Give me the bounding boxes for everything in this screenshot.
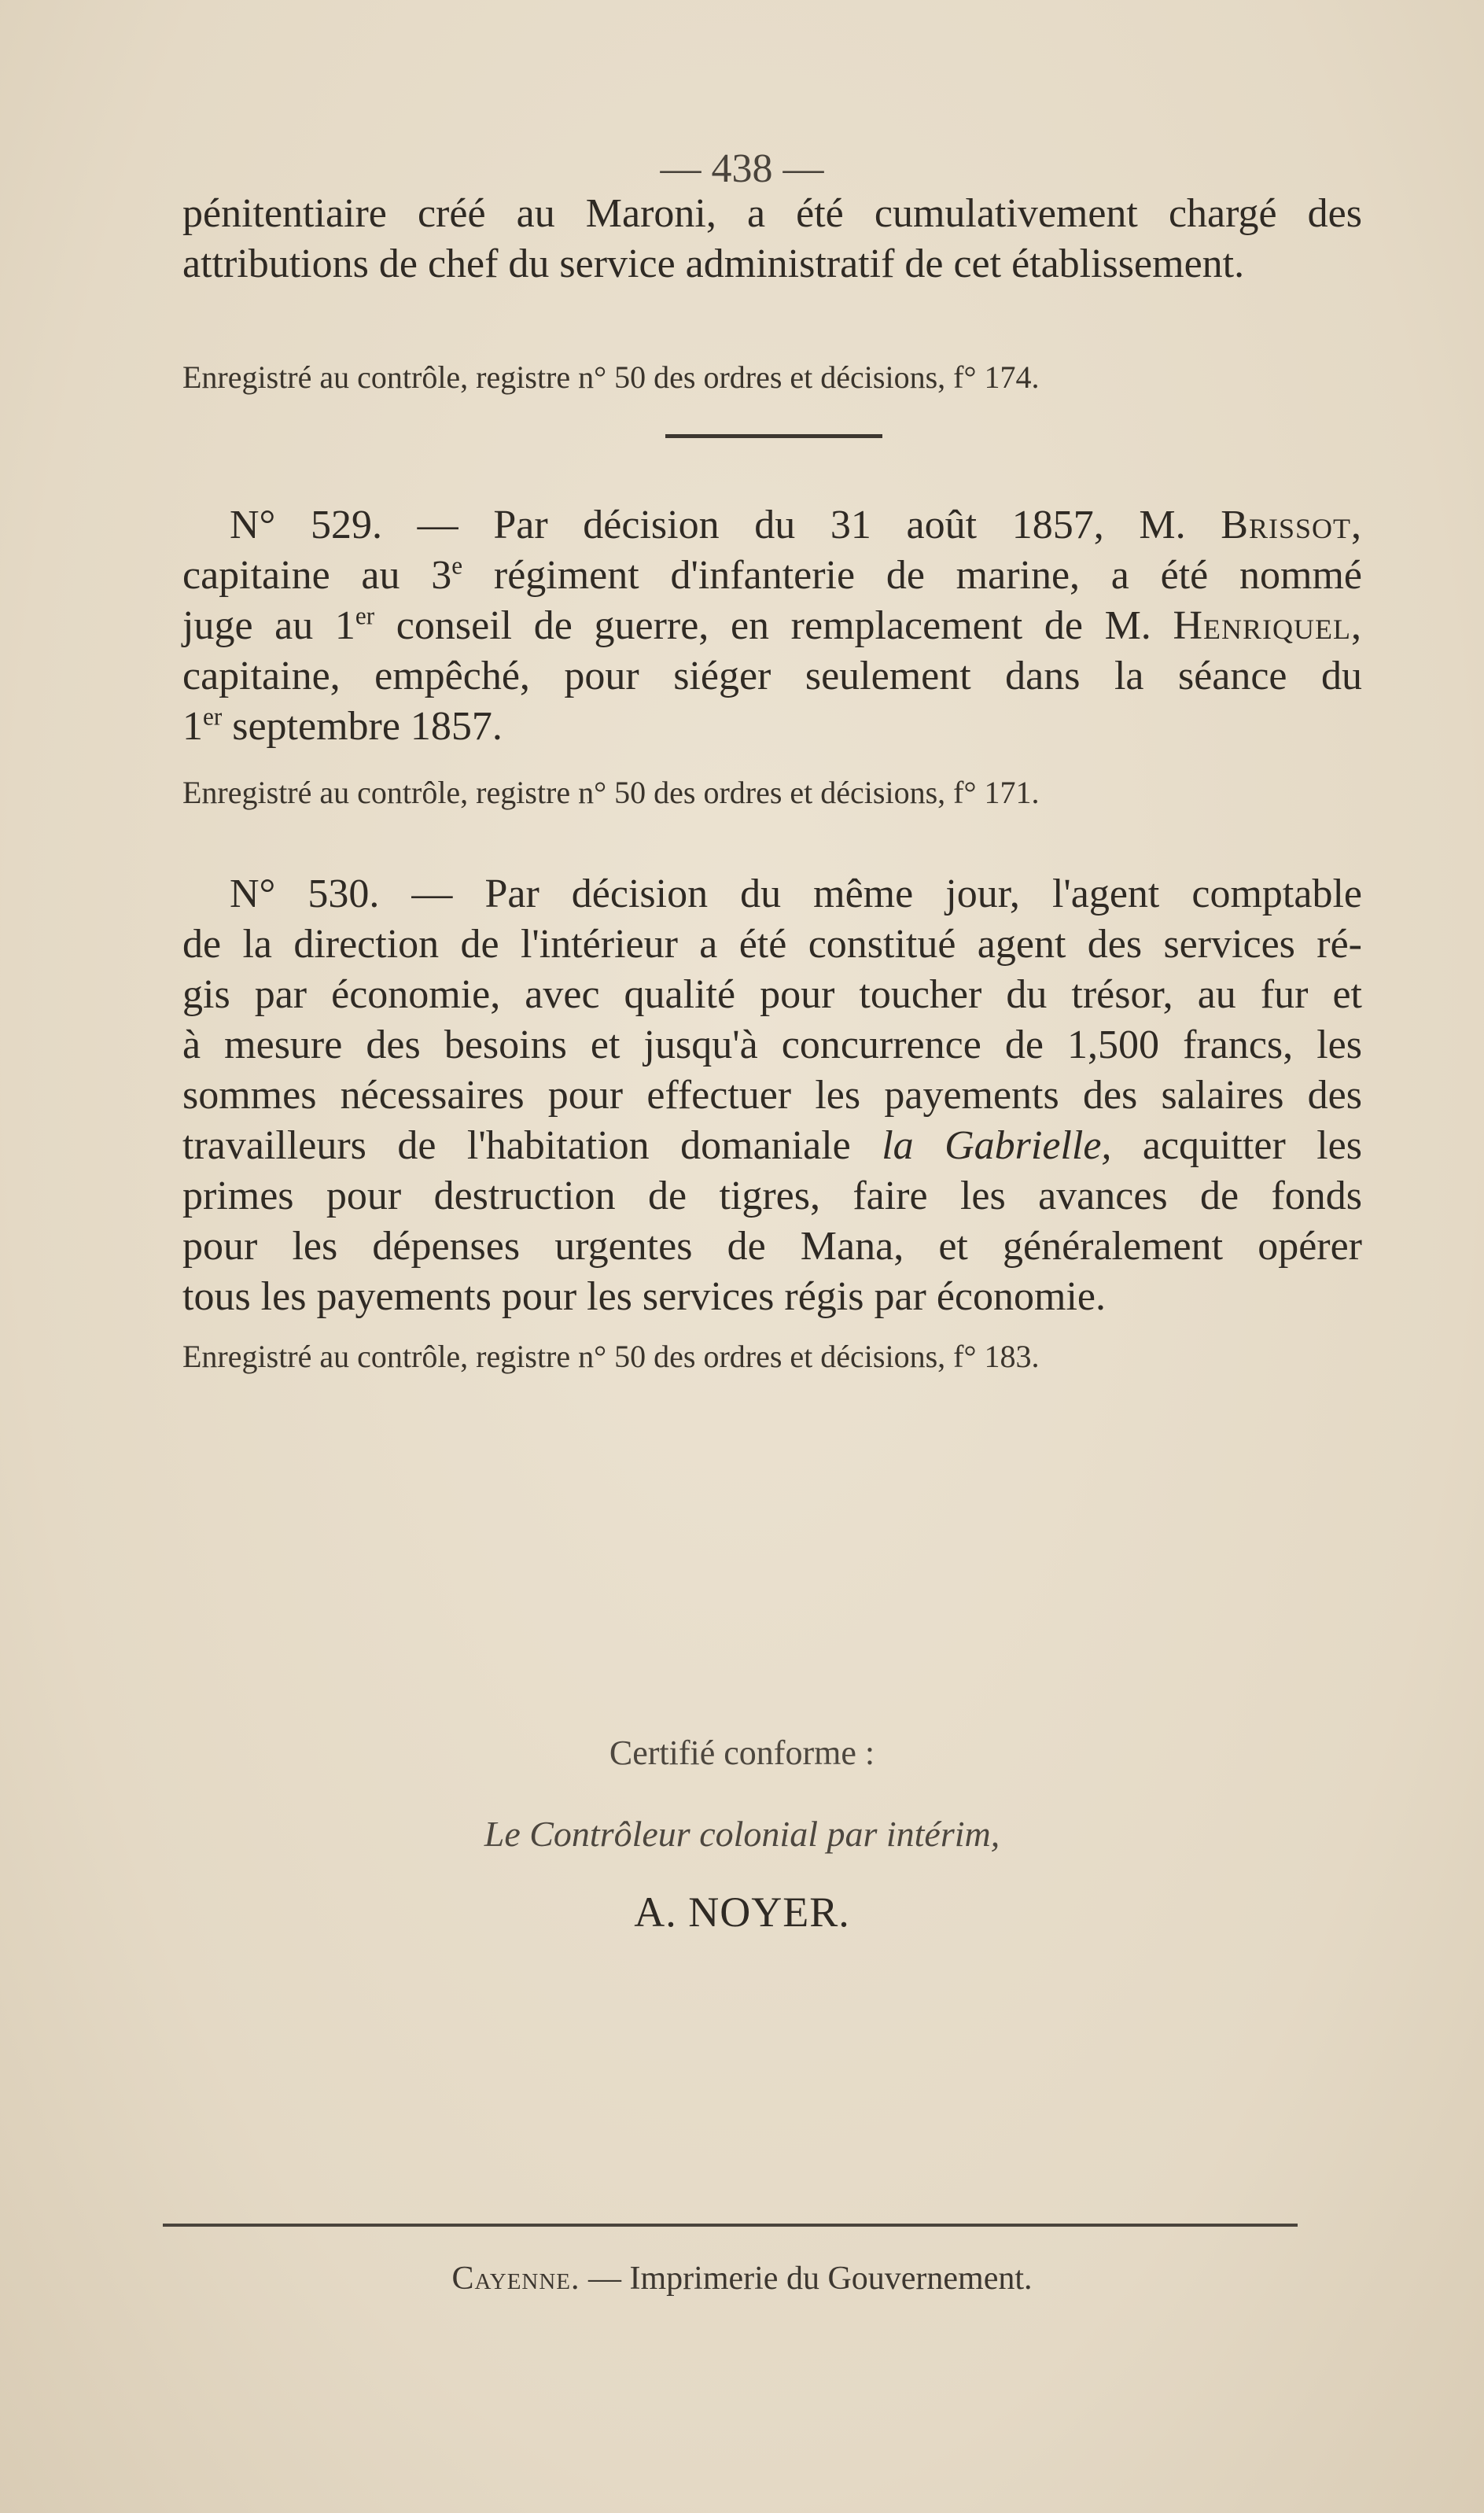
page-number: — 438 — [660,146,824,191]
certification-heading: Certifié conforme : [609,1734,875,1772]
registration-note: Enregistré au contrôle, registre n° 50 des ordres et décisions, f° 174. [182,359,1040,395]
intro-paragraph [182,189,1362,289]
text-line: de la direction de l'intérieur a été constitué agent des services ré- [182,922,1362,967]
text-line: tous les payements pour les services régis par économie. [182,1274,1106,1319]
text-line: capitaine, empêché, pour siéger seulement dans la séance du [182,654,1362,698]
text-line: travailleurs de l'habitation domaniale la Gabrielle, acquitter les [182,1123,1363,1168]
text-line: N° 529. — Par décision du 31 août 1857, M. Brissot, [230,503,1363,547]
text-line: sommes nécessaires pour effectuer les payements des salaires des [182,1073,1362,1118]
text-line: primes pour destruction de tigres, faire les avances de fonds [182,1174,1362,1218]
imprint-city: Cayenne. [451,2261,580,2297]
entry-529 [182,500,1362,752]
registration-note: Enregistré au contrôle, registre n° 50 des ordres et décisions, f° 183. [182,1339,1040,1374]
text-line: gis par économie, avec qualité pour toucher du trésor, au fur et [182,972,1362,1017]
registration-note: Enregistré au contrôle, registre n° 50 des ordres et décisions, f° 171. [182,775,1040,810]
footer-rule [163,2224,1298,2227]
text-line: pénitentiaire créé au Maroni, a été cumulativement chargé des [182,191,1362,236]
entry-number: N° 529. [230,503,383,547]
person-name: Brissot, [1221,503,1363,547]
separator-rule [665,434,882,438]
text-line: pour les dépenses urgentes de Mana, et généralement opérer [182,1224,1362,1269]
text-line: capitaine au 3e régiment d'infanterie de marine, a été nommé [182,551,1362,598]
entry-number: N° 530. [230,871,380,916]
text-line: attributions de chef du service administratif de cet établissement. [182,241,1245,286]
text-line: N° 530. — Par décision du même jour, l'agent comptable [230,871,1362,916]
person-name: Henriquel, [1173,603,1362,648]
text-line: 1er septembre 1857. [182,702,503,749]
entry-530 [182,869,1362,1322]
signatory-title: Le Contrôleur colonial par intérim, [484,1814,1000,1854]
text-line: juge au 1er conseil de guerre, en remplacement de M. Henriquel, [182,602,1362,648]
imprint-printer: Imprimerie du Gouvernement. [629,2261,1033,2297]
text-line: à mesure des besoins et jusqu'à concurrence de 1,500 francs, les [182,1023,1362,1067]
signatory-name: A. NOYER. [634,1888,850,1936]
estate-name: la Gabrielle, [882,1123,1112,1168]
printer-imprint: Cayenne. — Imprimerie du Gouvernement. [451,2261,1033,2297]
